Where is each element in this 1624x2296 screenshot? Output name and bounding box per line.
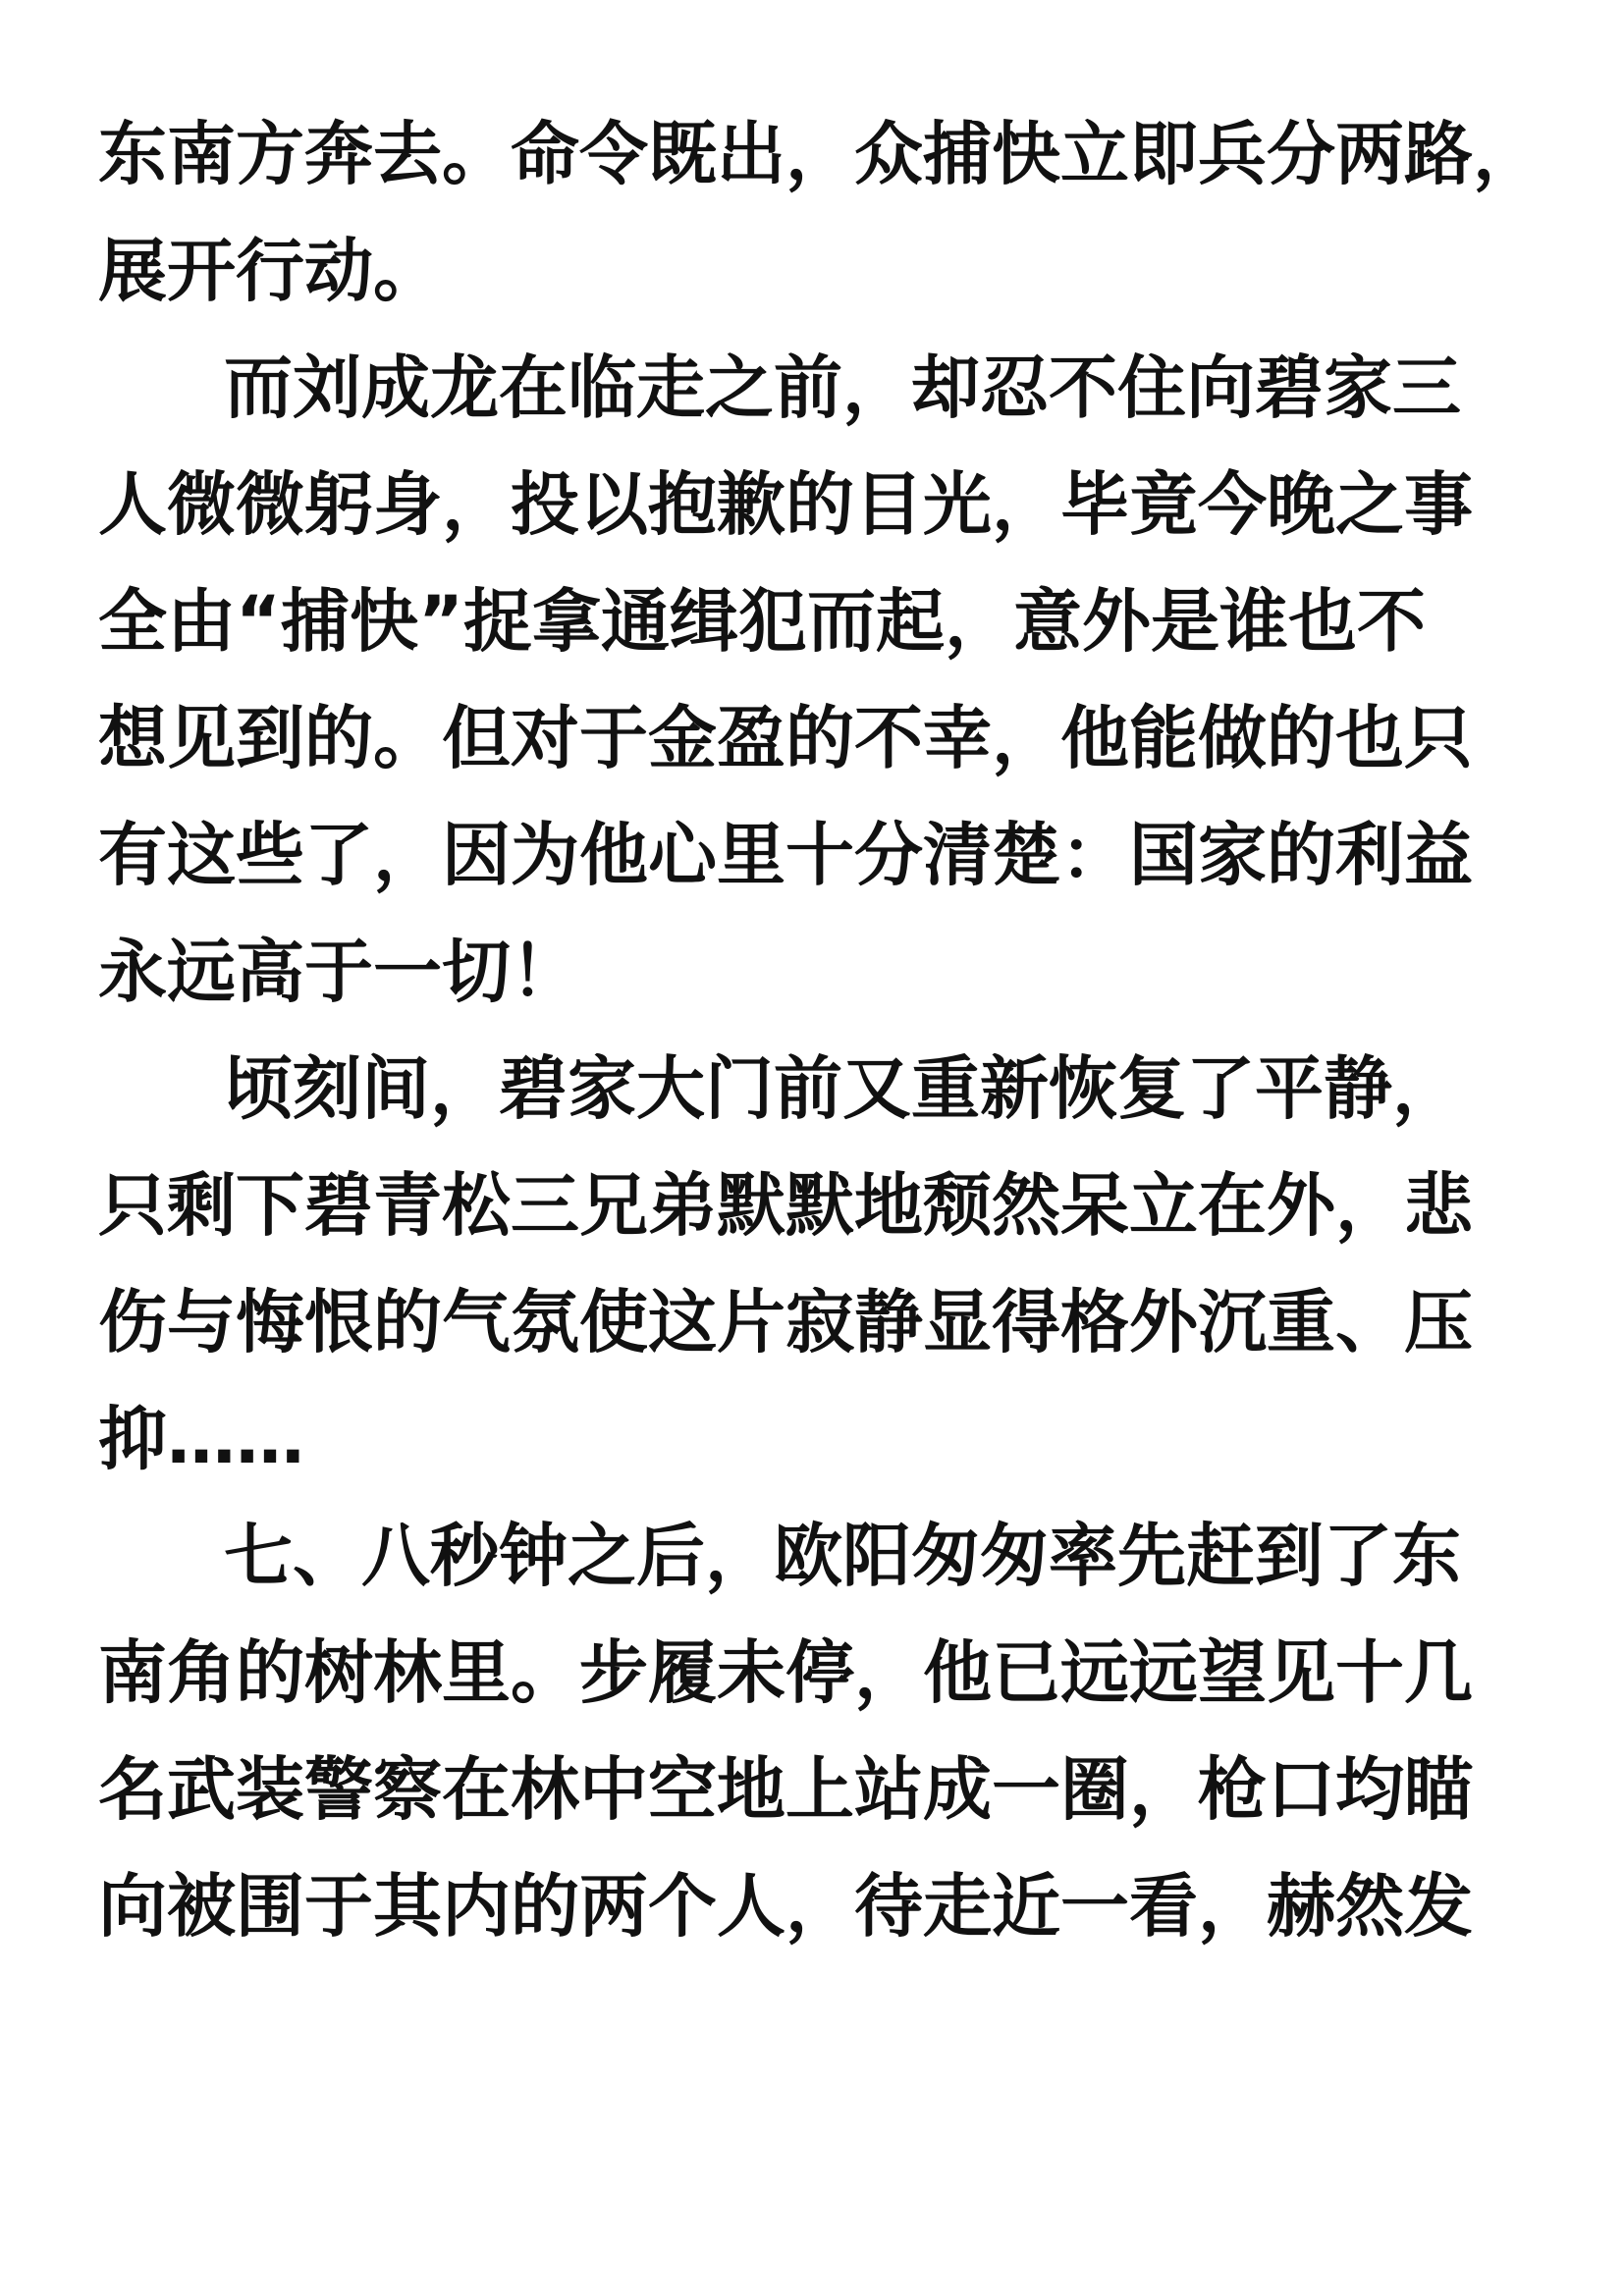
text-line: 抑……	[98, 1399, 304, 1479]
text-line: 顷刻间，碧家大门前又重新恢复了平静，	[224, 1048, 1461, 1129]
text-line: 向被围于其内的两个人，待走近一看，赫然发	[98, 1866, 1473, 1947]
text-line: 七、八秒钟之后，欧阳匆匆率先赶到了东	[224, 1516, 1461, 1596]
text-line: 南角的树林里。步履未停，他已远远望见十几	[98, 1632, 1473, 1713]
text-line: 有这些了，因为他心里十分清楚：国家的利益	[98, 815, 1473, 895]
text-line: 名武装警察在林中空地上站成一圈，枪口均瞄	[98, 1749, 1473, 1830]
text-line: 展开行动。	[98, 231, 442, 311]
body-text	[98, 96, 1542, 2256]
text-line: 想见到的。但对于金盈的不幸，他能做的也只	[98, 698, 1473, 778]
text-line: 只剩下碧青松三兄弟默默地颓然呆立在外，悲	[98, 1165, 1473, 1246]
text-line: 东南方奔去。命令既出，众捕快立即兵分两路，	[98, 114, 1542, 194]
text-line: 全由“捕快”捉拿通缉犯而起，意外是谁也不	[98, 581, 1427, 662]
text-line: 人微微躬身，投以抱歉的目光，毕竟今晚之事	[98, 464, 1473, 545]
text-line: 永远高于一切！	[98, 932, 579, 1012]
text-line: 而刘成龙在临走之前，却忍不住向碧家三	[224, 347, 1461, 428]
text-line: 伤与悔恨的气氛使这片寂静显得格外沉重、压	[98, 1282, 1473, 1362]
